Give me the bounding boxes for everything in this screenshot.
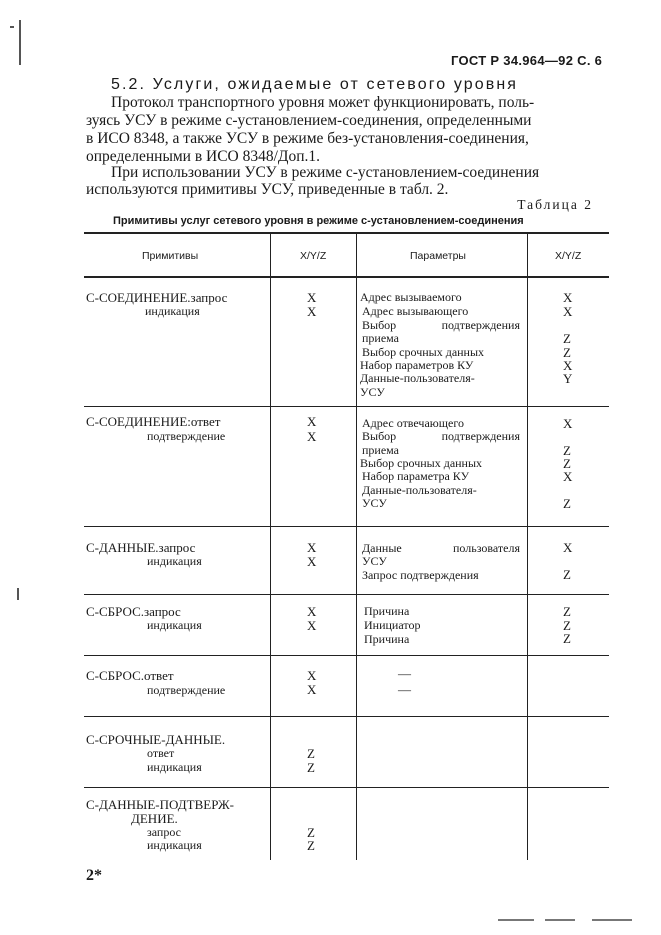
parameter-code: Z [563, 604, 571, 619]
column-header-code: X/Y/Z [555, 250, 582, 262]
parameter: Адрес отвечающего [362, 416, 464, 430]
table-header-border [84, 276, 609, 278]
paragraph-line: определенными в ИСО 8348/Доп.1. [86, 148, 321, 165]
table-title: Примитивы услуг сетевого уровня в режиме с-установлением-соединения [113, 215, 524, 227]
parameter: УСУ [362, 496, 387, 510]
primitive-name: индикация [145, 304, 200, 318]
parameter-code: Y [563, 371, 573, 386]
parameter-code: X [563, 358, 573, 373]
table-caption: Таблица 2 [517, 197, 593, 212]
parameter-word: пользователя [453, 541, 520, 555]
row-divider [84, 406, 609, 407]
code-value: X [307, 554, 317, 569]
paragraph-line: в ИСО 8348, а также УСУ в режиме без-установления-соединения, [86, 130, 529, 147]
parameter: Причина [364, 604, 410, 618]
scan-line [545, 919, 575, 921]
scan-line [498, 919, 534, 921]
parameter: Инициатор [364, 618, 421, 632]
margin-mark [19, 20, 21, 65]
parameter-code: Z [563, 631, 571, 646]
page-number: 2* [86, 867, 102, 884]
parameter-word: Данные [362, 541, 402, 555]
code-value: X [307, 290, 317, 305]
primitive-name: индикация [147, 760, 202, 774]
row-divider [84, 655, 609, 656]
parameter-code: X [563, 290, 573, 305]
column-divider [527, 232, 528, 860]
parameter-word: Выбор [362, 429, 397, 443]
primitive-name: С-ДАННЫЕ.запрос [86, 540, 196, 555]
parameter-code: Z [563, 618, 571, 633]
code-value: X [307, 414, 317, 429]
code-value: X [307, 682, 317, 697]
margin-mark [10, 26, 14, 28]
code-value: X [307, 604, 317, 619]
primitive-name: индикация [147, 554, 202, 568]
parameter: Набор параметра КУ [362, 469, 470, 483]
primitive-name: С-СОЕДИНЕНИЕ:ответ [86, 414, 221, 429]
paragraph-line: При использовании УСУ в режиме с-установлением-соединения [111, 164, 540, 181]
parameter: Данные-пользователя- [360, 371, 475, 385]
parameter-code: Z [563, 496, 571, 511]
column-divider [356, 232, 357, 860]
primitive-name: С-СОЕДИНЕНИЕ.запрос [86, 290, 228, 305]
parameter: Адрес вызываемого [360, 290, 462, 304]
primitive-name: подтверждение [147, 429, 226, 443]
primitive-name: индикация [147, 838, 202, 852]
code-value: Z [307, 825, 315, 840]
parameter: Выбор срочных данных [360, 456, 483, 470]
parameter-code: Z [563, 345, 571, 360]
paragraph-line: используются примитивы УСУ, приведенные в табл. 2. [86, 181, 449, 198]
parameter-code: Z [563, 331, 571, 346]
parameter-code: X [563, 540, 573, 555]
parameter-code: X [563, 469, 573, 484]
code-value: Z [307, 746, 315, 761]
paragraph-line: Протокол транспортного уровня может функционировать, поль- [111, 94, 535, 111]
margin-mark [17, 588, 19, 600]
code-value: Z [307, 838, 315, 853]
table-top-border [84, 232, 609, 234]
code-value: X [307, 429, 317, 444]
code-value: Z [307, 760, 315, 775]
row-divider [84, 526, 609, 527]
parameter: приема [362, 331, 400, 345]
empty-parameter-dash: — [398, 682, 411, 697]
parameter-code: Z [563, 567, 571, 582]
empty-parameter-dash: — [398, 666, 411, 681]
paragraph-line: зуясь УСУ в режиме с-установлением-соединения, определенными [86, 112, 532, 129]
parameter: УСУ [362, 554, 387, 568]
page-header: ГОСТ Р 34.964—92 С. 6 [451, 53, 603, 68]
code-value: X [307, 304, 317, 319]
column-header-primitives: Примитивы [142, 250, 199, 262]
row-divider [84, 716, 609, 717]
scan-line [592, 919, 632, 921]
primitive-name: подтверждение [147, 683, 226, 697]
parameter-word: подтверждения [441, 318, 520, 332]
parameter: Адрес вызывающего [362, 304, 469, 318]
code-value: X [307, 540, 317, 555]
parameter-code: Z [563, 456, 571, 471]
parameter: Набор параметров КУ [360, 358, 474, 372]
primitive-name: индикация [147, 618, 202, 632]
primitive-name: ДЕНИЕ. [131, 811, 178, 826]
parameter [362, 429, 520, 444]
parameter: Данные-пользователя- [362, 483, 477, 497]
row-divider [84, 787, 609, 788]
primitive-name: С-ДАННЫЕ-ПОДТВЕРЖ- [86, 797, 234, 812]
parameter: приема [362, 443, 400, 457]
parameter: Выбор срочных данных [362, 345, 485, 359]
parameter-code: Z [563, 443, 571, 458]
parameter: Причина [364, 632, 410, 646]
primitive-name: С-СБРОС.ответ [86, 668, 174, 683]
primitive-name: запрос [147, 825, 181, 839]
column-divider [270, 232, 271, 860]
parameter-word: подтверждения [441, 429, 520, 443]
column-header-code: X/Y/Z [300, 250, 327, 262]
code-value: X [307, 668, 317, 683]
column-header-parameters: Параметры [410, 250, 466, 262]
row-divider [84, 594, 609, 595]
parameter-word: Выбор [362, 318, 397, 332]
parameter-code: X [563, 416, 573, 431]
parameter-code: X [563, 304, 573, 319]
parameter: Запрос подтверждения [362, 568, 479, 582]
section-title: 5.2. Услуги, ожидаемые от сетевого уровня [111, 76, 519, 93]
primitive-name: С-СРОЧНЫЕ-ДАННЫЕ. [86, 732, 226, 747]
parameter: УСУ [360, 385, 385, 399]
primitive-name: С-СБРОС.запрос [86, 604, 181, 619]
primitive-name: ответ [147, 746, 175, 760]
code-value: X [307, 618, 317, 633]
